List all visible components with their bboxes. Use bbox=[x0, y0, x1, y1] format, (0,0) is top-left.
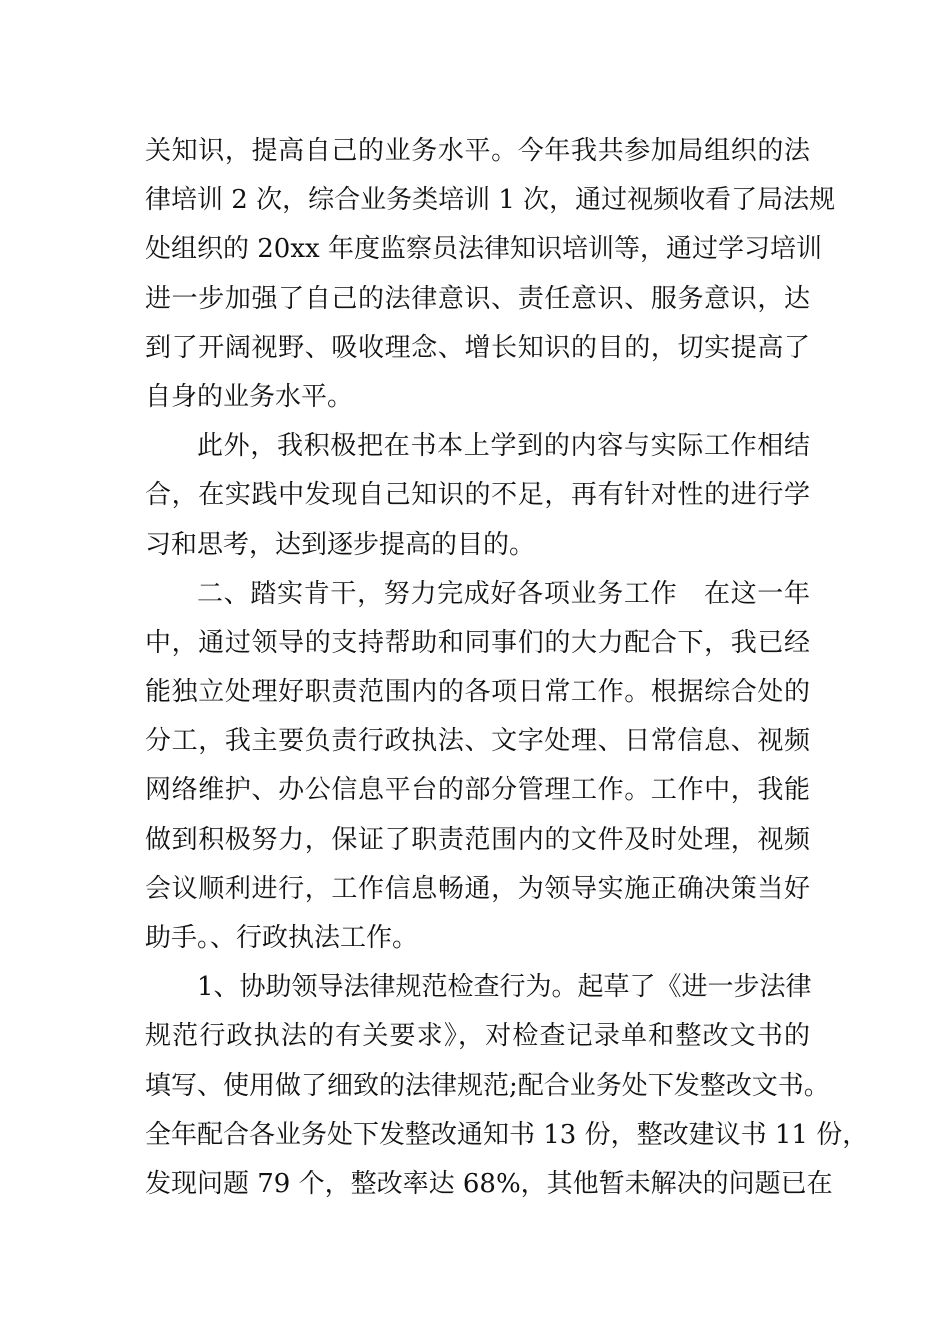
text-line-2: 律培训 2 次，综合业务类培训 1 次，通过视频收看了局法规 bbox=[145, 185, 836, 216]
text-line-1: 关知识，提高自己的业务水平。今年我共参加局组织的法 bbox=[145, 136, 810, 166]
text-line-19: 规范行政执法的有关要求》，对检查记录单和整改文书的 bbox=[145, 1021, 810, 1052]
text-line-12: 能独立处理好职责范围内的各项日常工作。根据综合处的 bbox=[145, 677, 810, 708]
text-line-3: 处组织的 20xx 年度监察员法律知识培训等，通过学习培训 bbox=[145, 234, 822, 265]
text-line-16: 会议顺利进行，工作信息畅通，为领导实施正确决策当好 bbox=[145, 873, 810, 904]
text-line-4: 进一步加强了自己的法律意识、责任意识、服务意识，达 bbox=[145, 283, 810, 314]
text-line-8: 合，在实践中发现自己知识的不足，再有针对性的进行学 bbox=[145, 480, 810, 511]
text-line-17: 助手。、行政执法工作。 bbox=[145, 923, 419, 953]
text-line-5: 到了开阔视野、吸收理念、增长知识的目的，切实提高了 bbox=[145, 332, 810, 363]
text-line-7: 此外，我积极把在书本上学到的内容与实际工作相结 bbox=[197, 431, 810, 462]
text-line-18: 1、协助领导法律规范检查行为。起草了《进一步法律 bbox=[197, 972, 812, 1003]
text-line-13: 分工，我主要负责行政执法、文字处理、日常信息、视频 bbox=[145, 726, 810, 757]
text-line-10: 二、踏实肯干，努力完成好各项业务工作 在这一年 bbox=[197, 578, 810, 609]
text-line-6: 自身的业务水平。 bbox=[145, 381, 354, 412]
text-line-15: 做到积极努力，保证了职责范围内的文件及时处理，视频 bbox=[145, 824, 810, 855]
text-line-20: 填写、使用做了细致的法律规范;配合业务处下发整改文书。 bbox=[145, 1070, 830, 1101]
text-line-14: 网络维护、办公信息平台的部分管理工作。工作中，我能 bbox=[145, 775, 810, 806]
text-line-11: 中，通过领导的支持帮助和同事们的大力配合下，我已经 bbox=[145, 627, 810, 658]
text-line-21: 全年配合各业务处下发整改通知书 13 份，整改建议书 11 份， bbox=[145, 1119, 869, 1150]
body-text bbox=[145, 127, 869, 1209]
text-line-22: 发现问题 79 个，整改率达 68%，其他暂未解决的问题已在 bbox=[145, 1168, 833, 1199]
text-line-9: 习和思考，达到逐步提高的目的。 bbox=[145, 529, 536, 560]
